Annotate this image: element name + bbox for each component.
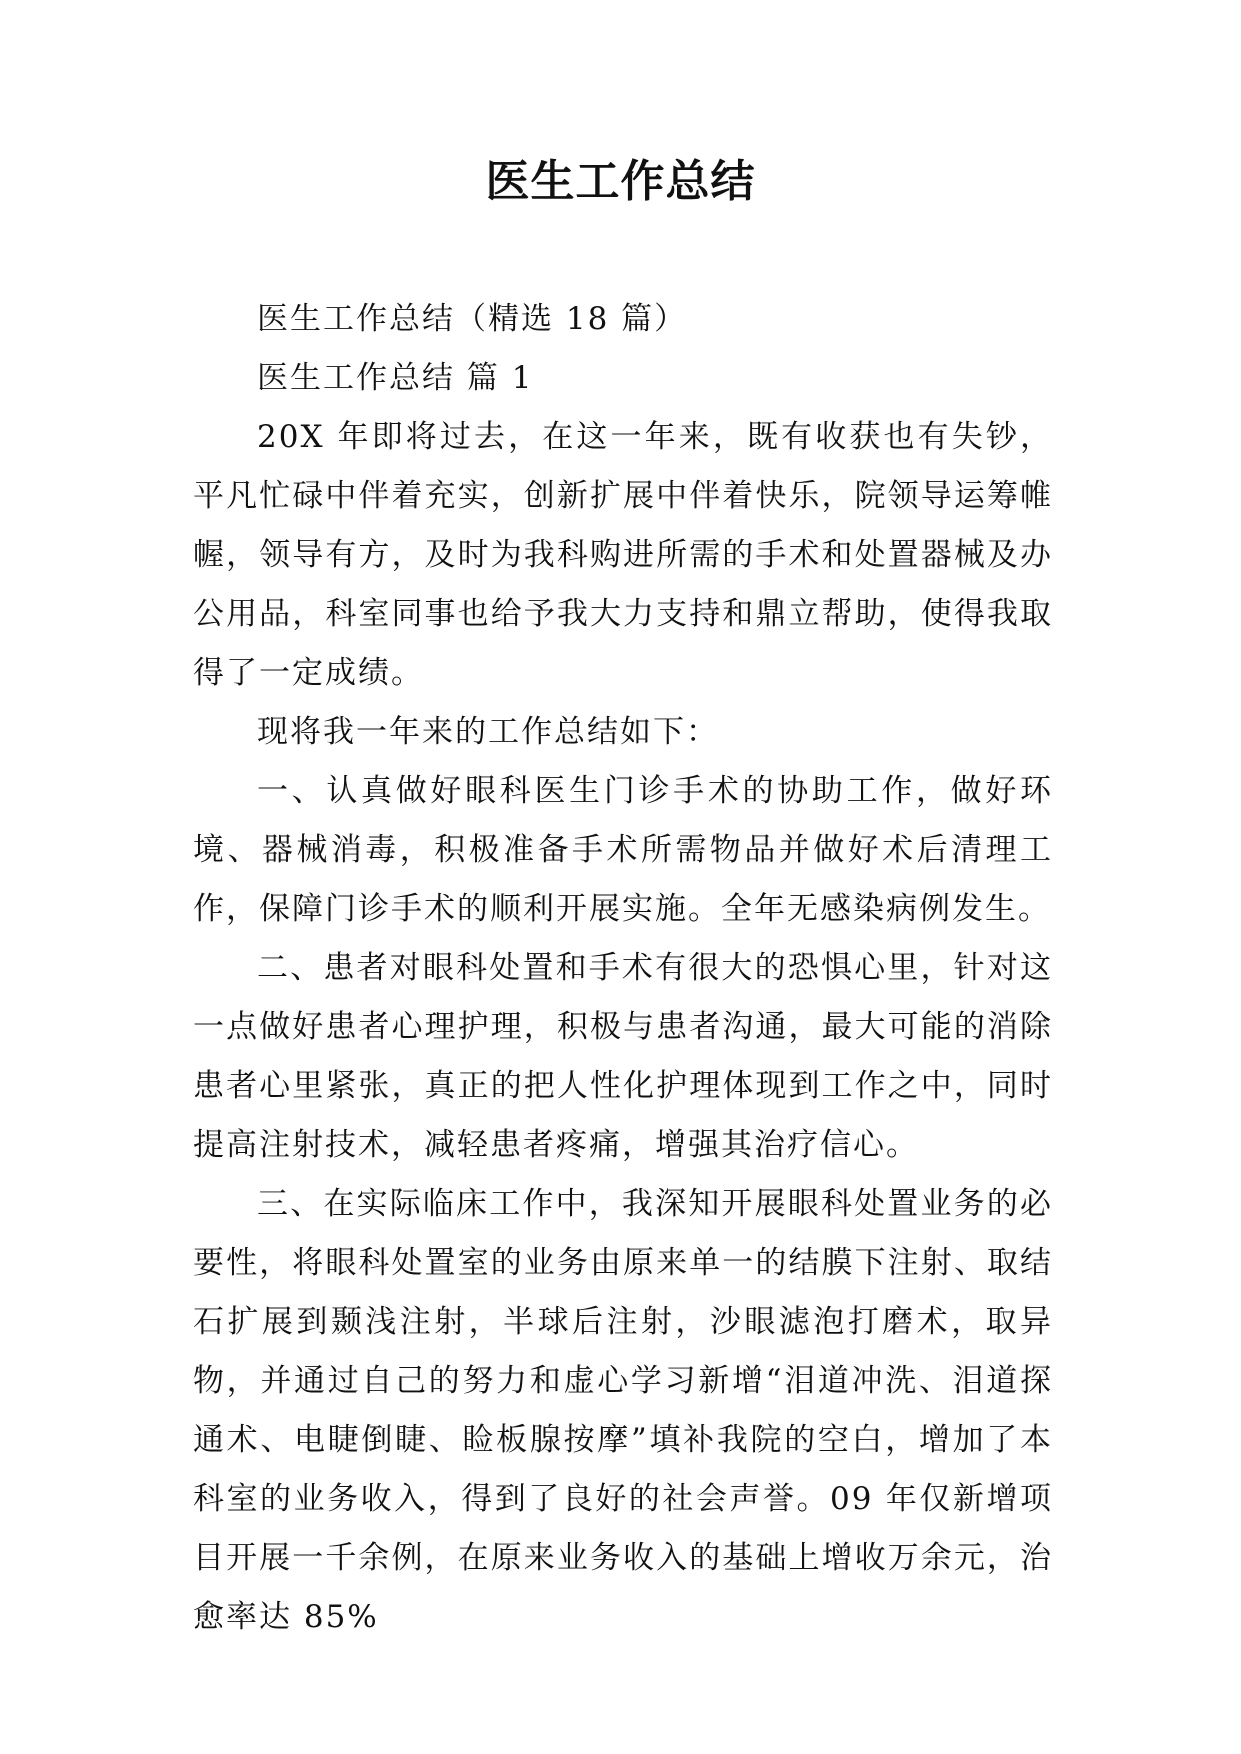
paragraph-item-3: 三、在实际临床工作中，我深知开展眼科处置业务的必要性，将眼科处置室的业务由原来单一的结膜下注射、取结石扩展到颞浅注射，半球后注射，沙眼滤泡打磨术，取异物，并通过自己的努力和虚心学习新增“泪道冲洗、泪道探通术、电睫倒睫、睑板腺按摩”填补我院的空白，增加了本科室的业务收入，得到了良好的社会声誉。09 年仅新增项目开展一千余例，在原来业务收入的基础上增收万余元，治愈率达 85%	[193, 1186, 1053, 1635]
paragraph-subtitle: 医生工作总结（精选 18 篇）	[257, 301, 688, 337]
paragraph-section-heading: 医生工作总结 篇 1	[257, 360, 534, 396]
document-body	[193, 290, 1053, 1647]
document-title: 医生工作总结	[485, 156, 756, 207]
paragraph-intro: 20X 年即将过去，在这一年来，既有收获也有失钞，平凡忙碌中伴着充实，创新扩展中伴着快乐，院领导运筹帷幄，领导有方，及时为我科购进所需的手术和处置器械及办公用品，科室同事也给予我大力支持和鼎立帮助，使得我取得了一定成绩。	[193, 419, 1053, 691]
paragraph-summary-lead: 现将我一年来的工作总结如下：	[257, 714, 719, 750]
paragraph-item-2: 二、患者对眼科处置和手术有很大的恐惧心里，针对这一点做好患者心理护理，积极与患者沟通，最大可能的消除患者心里紧张，真正的把人性化护理体现到工作之中，同时提高注射技术，减轻患者疼痛，增强其治疗信心。	[193, 950, 1053, 1163]
paragraph-item-1: 一、认真做好眼科医生门诊手术的协助工作，做好环境、器械消毒，积极准备手术所需物品并做好术后清理工作，保障门诊手术的顺利开展实施。全年无感染病例发生。	[193, 773, 1053, 927]
